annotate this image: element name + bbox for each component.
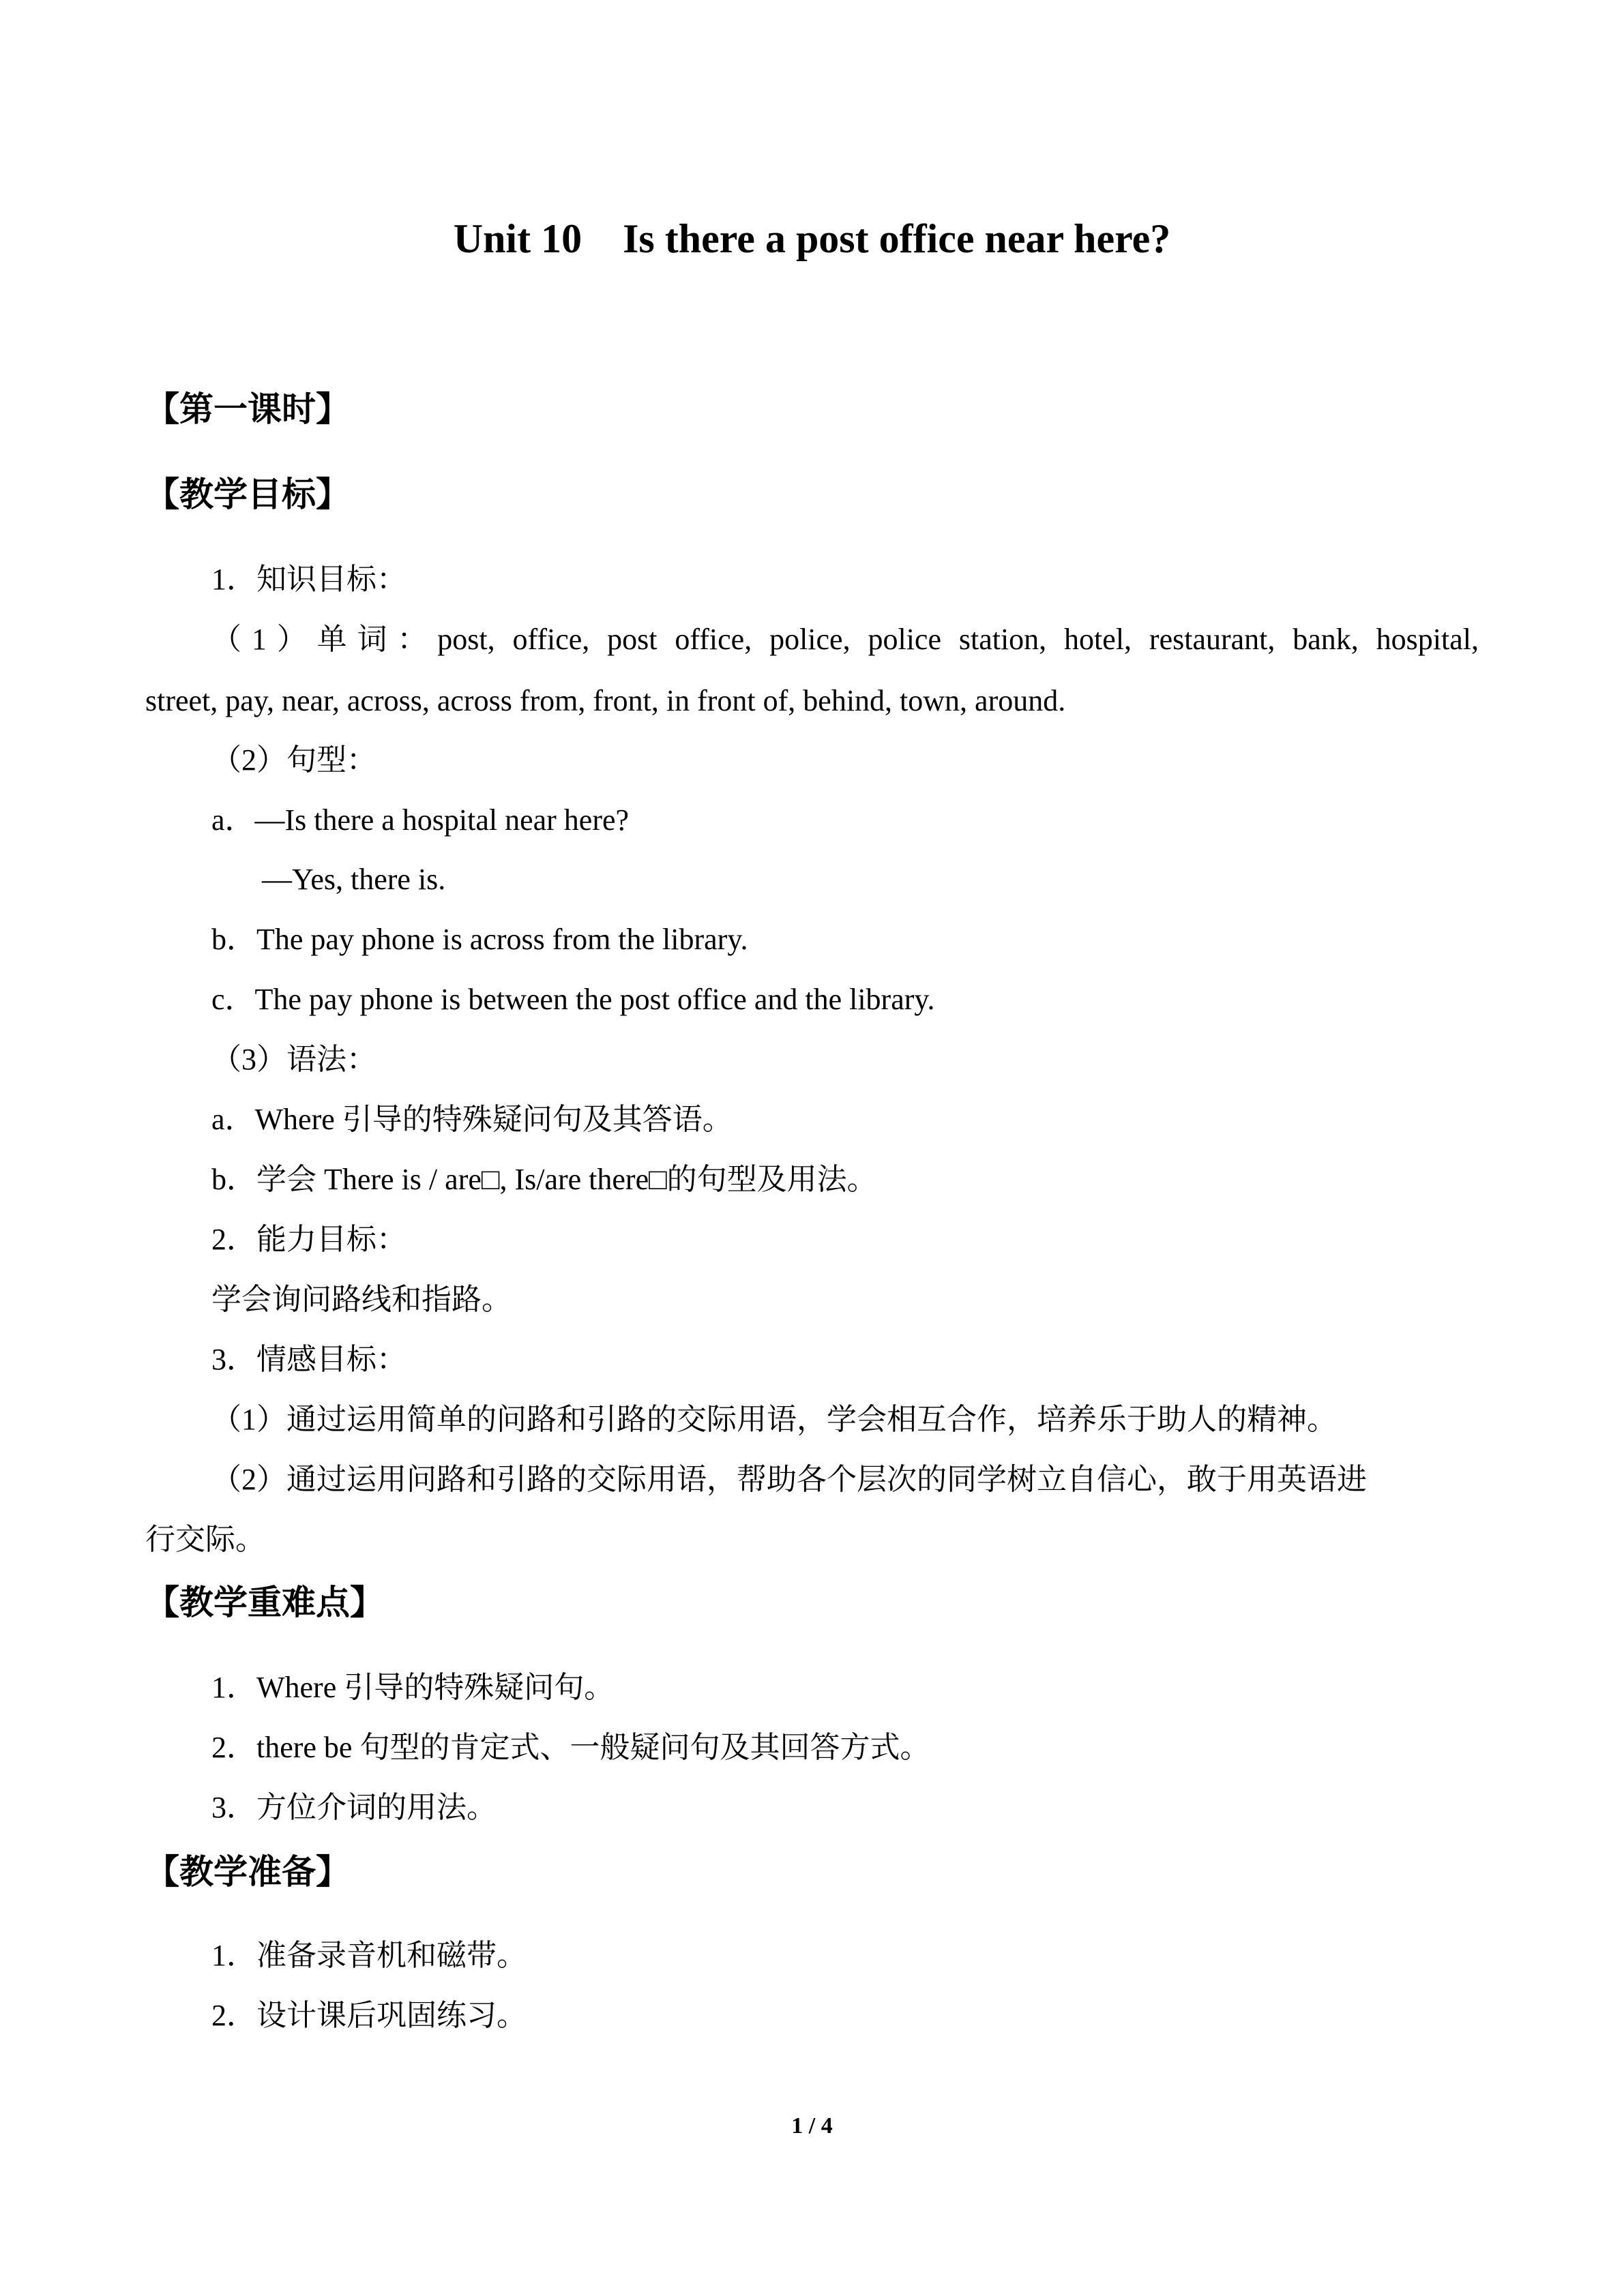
emotion-objective-2-line-1: （2）通过运用问路和引路的交际用语，帮助各个层次的同学树立自信心，敢于用英语进 <box>211 1463 1367 1496</box>
grammar-b: b．学会 There is / are□, Is/are there□的句型及用法。 <box>211 1163 877 1196</box>
heading-lesson: 【第一课时】 <box>145 389 350 429</box>
heading-preparation: 【教学准备】 <box>145 1852 350 1892</box>
ability-objective-text: 学会询问路线和指路。 <box>211 1283 512 1316</box>
sentence-pattern-label: （2）句型： <box>211 743 377 777</box>
sentence-a-question: a．—Is there a hospital near here? <box>211 803 630 837</box>
grammar-a: a．Where 引导的特殊疑问句及其答语。 <box>211 1103 733 1136</box>
ability-objective-label: 2．能力目标： <box>211 1223 407 1256</box>
sentence-b: b．The pay phone is across from the library. <box>211 923 748 956</box>
document-title: Unit 10 Is there a post office near here? <box>453 216 1171 261</box>
emotion-objective-label: 3．情感目标： <box>211 1343 407 1376</box>
key-point-2: 2．there be 句型的肯定式、一般疑问句及其回答方式。 <box>211 1731 930 1764</box>
heading-key-points: 【教学重难点】 <box>145 1583 384 1622</box>
preparation-1: 1．准备录音机和磁带。 <box>211 1939 527 1972</box>
preparation-2: 2．设计课后巩固练习。 <box>211 1999 527 2032</box>
emotion-objective-1: （1）通过运用简单的问路和引路的交际用语，学会相互合作，培养乐于助人的精神。 <box>211 1403 1337 1436</box>
emotion-objective-2-line-2: 行交际。 <box>145 1523 265 1556</box>
sentence-c: c．The pay phone is between the post office and the library. <box>211 983 935 1016</box>
heading-objectives: 【教学目标】 <box>145 475 350 514</box>
key-point-3: 3．方位介词的用法。 <box>211 1791 497 1824</box>
page-number: 1 / 4 <box>791 2113 833 2138</box>
knowledge-objective-label: 1．知识目标： <box>211 563 407 596</box>
vocabulary-line-2: street, pay, near, across, across from, front, in front of, behind, town, around. <box>145 684 1066 717</box>
sentence-a-answer: —Yes, there is. <box>262 863 446 896</box>
grammar-label: （3）语法： <box>211 1043 377 1076</box>
key-point-1: 1．Where 引导的特殊疑问句。 <box>211 1671 615 1704</box>
vocabulary-line-1: （1）单词：post, office, post office, police, police station, hotel, restaurant, bank, hospital, <box>211 623 1479 656</box>
